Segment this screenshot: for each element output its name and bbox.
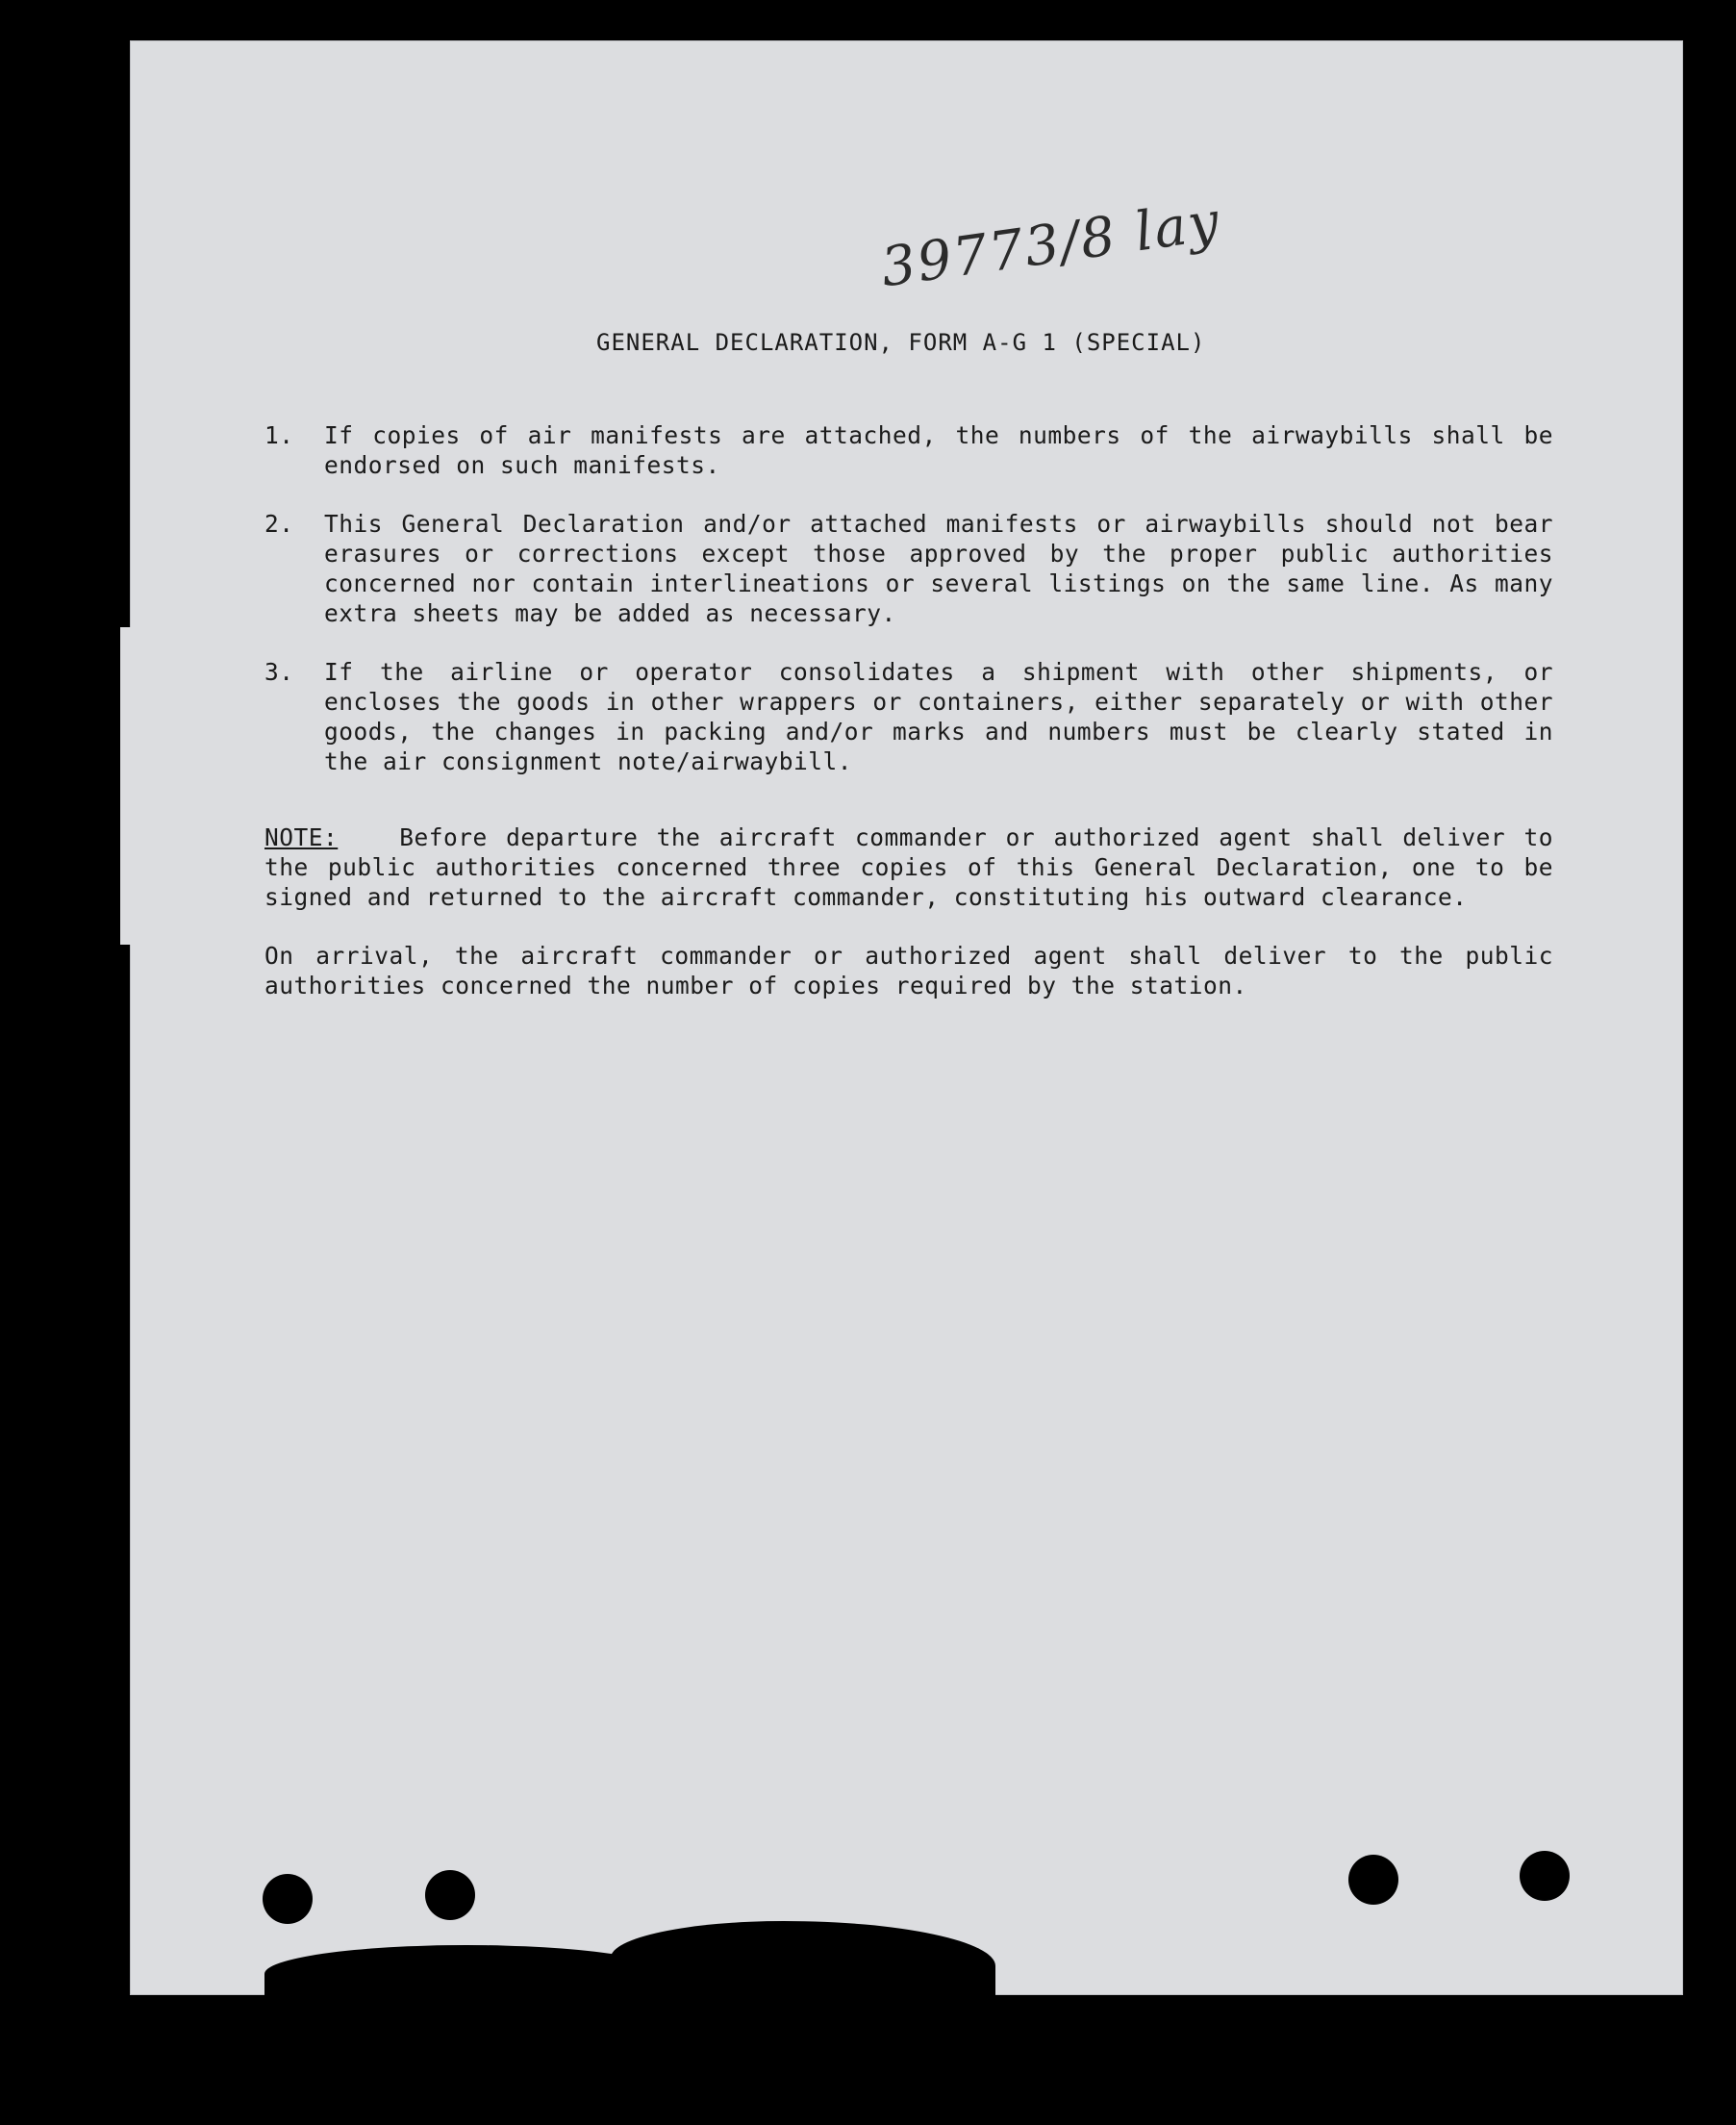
item-text: This General Declaration and/or attached manifests or airwaybills should not bear erasures or corrections except those approved by the proper public authorities concerned nor contain interlineations or several listings on the same line. As many extra sheets may be added as necessary. [324, 510, 1553, 627]
list-item [264, 509, 1553, 628]
punch-hole [425, 1870, 475, 1920]
note-paragraph [264, 822, 1553, 912]
note-text: Before departure the aircraft commander or authorized agent shall deliver to the public authorities concerned three copies of this General Declaration, one to be signed and returned to the aircraft commander, constituting his outward clearance. [264, 823, 1553, 911]
list-item [264, 420, 1553, 480]
torn-edge [611, 1921, 995, 2003]
item-number: 1. [264, 421, 294, 449]
item-number: 2. [264, 510, 294, 538]
item-number: 3. [264, 658, 294, 686]
item-text: If copies of air manifests are attached, the numbers of the airwaybills shall be endorsed on such manifests. [324, 421, 1553, 479]
item-text: If the airline or operator consolidates a shipment with other shipments, or encloses the goods in other wrappers or containers, either separately or with other goods, the changes in packing and/or marks and numbers must be clearly stated in the air consignment note/airwaybill. [324, 658, 1553, 775]
torn-edge [264, 1945, 668, 2003]
punch-hole [1520, 1851, 1570, 1901]
document-body [264, 420, 1553, 1000]
note-label: NOTE: [264, 823, 339, 851]
handwritten-note: 39773/8 lay [877, 190, 1225, 300]
document-title: GENERAL DECLARATION, FORM A-G 1 (SPECIAL) [596, 329, 1206, 356]
punch-hole [263, 1874, 313, 1924]
list-item [264, 657, 1553, 776]
arrival-paragraph: On arrival, the aircraft commander or authorized agent shall deliver to the public authorities concerned the number of copies required by the station. [264, 942, 1553, 999]
punch-hole [1348, 1855, 1398, 1905]
document-page [130, 40, 1683, 1995]
page-edge-tab [120, 627, 134, 945]
